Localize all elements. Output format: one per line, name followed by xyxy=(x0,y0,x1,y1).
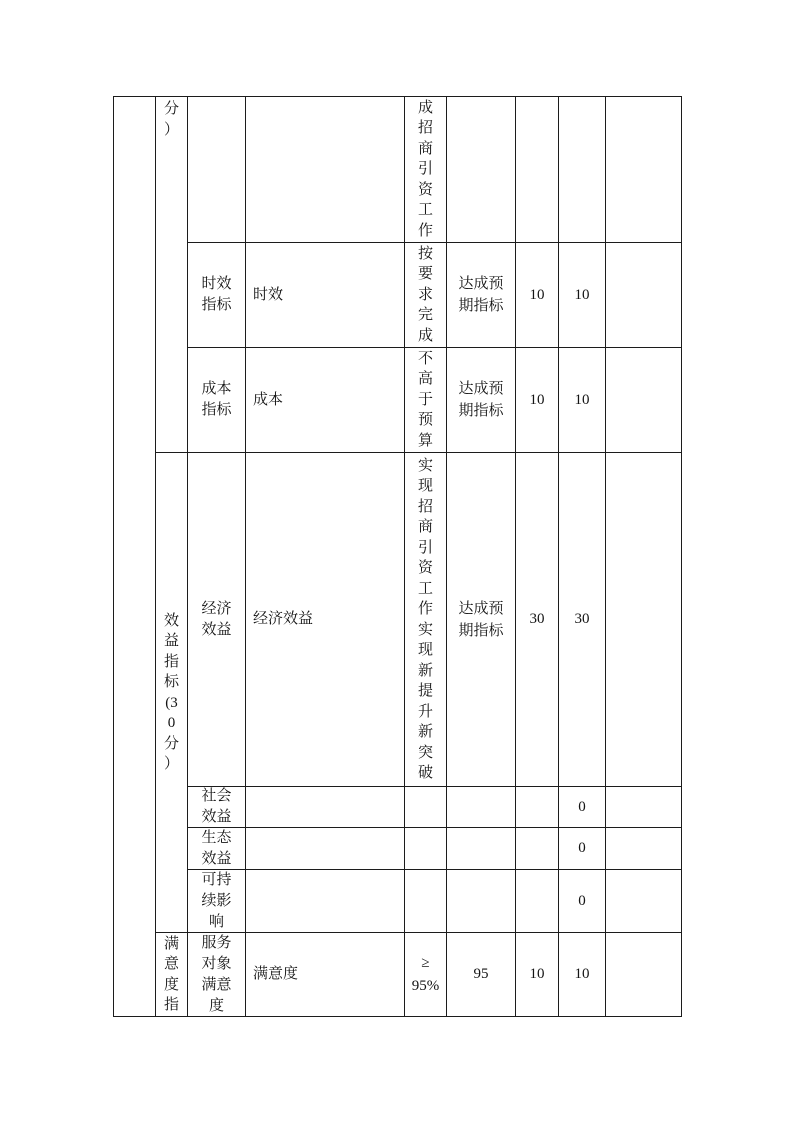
level3-indicator-label: 时效 xyxy=(253,286,284,303)
score-value: 0 xyxy=(578,892,586,909)
level3-indicator-cell xyxy=(246,870,404,932)
score-cell xyxy=(559,243,605,347)
target-operator: ≥ xyxy=(421,954,430,971)
actual-value-cell xyxy=(447,348,515,452)
actual-value-cell xyxy=(447,97,515,242)
outer-column-cell xyxy=(114,97,155,1016)
target-value-text: 不高于预算 xyxy=(417,350,433,449)
actual-value-text: 达成预期指标 xyxy=(458,381,504,419)
score-value: 0 xyxy=(578,798,586,815)
level1-indicator-label: 满意度指 xyxy=(163,935,179,1013)
weight-cell xyxy=(516,870,558,932)
weight-cell xyxy=(516,348,558,452)
weight-cell xyxy=(516,243,558,347)
target-value-cell xyxy=(405,453,446,786)
score-value: 10 xyxy=(574,966,590,982)
level3-indicator-cell xyxy=(246,453,404,786)
actual-value-cell xyxy=(447,933,515,1016)
remark-cell xyxy=(606,97,681,242)
actual-value-cell xyxy=(447,828,515,869)
score-cell xyxy=(559,348,605,452)
weight-value: 10 xyxy=(529,391,545,408)
target-number: 95% xyxy=(411,977,440,994)
remark-cell xyxy=(606,453,681,786)
level2-indicator-cell xyxy=(188,933,245,1016)
level1-indicator-label: 分） xyxy=(163,101,179,138)
weight-cell xyxy=(516,97,558,242)
level2-indicator-label: 生态效益 xyxy=(201,829,232,867)
target-value-cell xyxy=(405,243,446,347)
score-value: 30 xyxy=(574,611,590,627)
target-value-cell xyxy=(405,828,446,869)
weight-cell xyxy=(516,453,558,786)
level3-indicator-cell xyxy=(246,243,404,347)
evaluation-table xyxy=(113,96,682,1017)
score-value: 10 xyxy=(574,391,590,408)
score-cell xyxy=(559,828,605,869)
remark-cell xyxy=(606,828,681,869)
actual-value-text: 达成预期指标 xyxy=(458,600,504,639)
level2-indicator-cell xyxy=(188,348,245,452)
score-value: 10 xyxy=(574,286,590,303)
target-value-cell xyxy=(405,97,446,242)
level3-indicator-cell xyxy=(246,787,404,827)
level1-indicator-cell xyxy=(156,97,187,452)
target-value-cell xyxy=(405,933,446,1016)
weight-cell xyxy=(516,787,558,827)
weight-value: 30 xyxy=(529,611,545,627)
score-cell xyxy=(559,933,605,1016)
level2-indicator-cell xyxy=(188,870,245,932)
actual-value-cell xyxy=(447,243,515,347)
level3-indicator-cell xyxy=(246,933,404,1016)
score-cell xyxy=(559,787,605,827)
remark-cell xyxy=(606,870,681,932)
level2-indicator-cell xyxy=(188,97,245,242)
weight-cell xyxy=(516,828,558,869)
target-value-cell xyxy=(405,870,446,932)
level3-indicator-label: 经济效益 xyxy=(253,611,314,627)
actual-value-cell xyxy=(447,453,515,786)
score-value: 0 xyxy=(578,840,586,856)
score-cell xyxy=(559,870,605,932)
level2-indicator-label: 经济效益 xyxy=(201,600,232,638)
level2-indicator-cell xyxy=(188,453,245,786)
remark-cell xyxy=(606,933,681,1016)
actual-value-cell xyxy=(447,870,515,932)
level3-indicator-cell xyxy=(246,348,404,452)
target-value-text: 实现招商引资工作实现新提升新突破 xyxy=(417,457,433,781)
actual-value-text: 95 xyxy=(473,966,489,982)
level2-indicator-label: 社会效益 xyxy=(201,788,232,825)
remark-cell xyxy=(606,243,681,347)
level3-indicator-cell xyxy=(246,97,404,242)
target-value-text: 成招商引资工作 xyxy=(417,99,433,239)
target-value-text: 按要求完成 xyxy=(417,245,433,344)
weight-value: 10 xyxy=(529,286,545,303)
target-value-cell xyxy=(405,787,446,827)
level2-indicator-cell xyxy=(188,787,245,827)
remark-cell xyxy=(606,787,681,827)
level1-indicator-cell xyxy=(156,933,187,1016)
level3-indicator-cell xyxy=(246,828,404,869)
level2-indicator-cell xyxy=(188,243,245,347)
target-value-text xyxy=(412,952,440,998)
level2-indicator-cell xyxy=(188,828,245,869)
score-cell xyxy=(559,453,605,786)
level2-indicator-label: 时效指标 xyxy=(201,276,232,313)
target-value-cell xyxy=(405,348,446,452)
weight-cell xyxy=(516,933,558,1016)
score-cell xyxy=(559,97,605,242)
level2-indicator-label: 成本指标 xyxy=(201,381,232,418)
level1-indicator-label: 效益指标(30分） xyxy=(163,612,179,772)
level3-indicator-label: 满意度 xyxy=(253,966,299,982)
actual-value-text: 达成预期指标 xyxy=(458,276,504,314)
level3-indicator-label: 成本 xyxy=(253,391,284,408)
weight-value: 10 xyxy=(529,966,545,982)
remark-cell xyxy=(606,348,681,452)
actual-value-cell xyxy=(447,787,515,827)
level2-indicator-label: 可持续影响 xyxy=(201,871,232,930)
level1-indicator-cell xyxy=(156,453,187,932)
level2-indicator-label: 服务对象满意度 xyxy=(201,934,232,1014)
